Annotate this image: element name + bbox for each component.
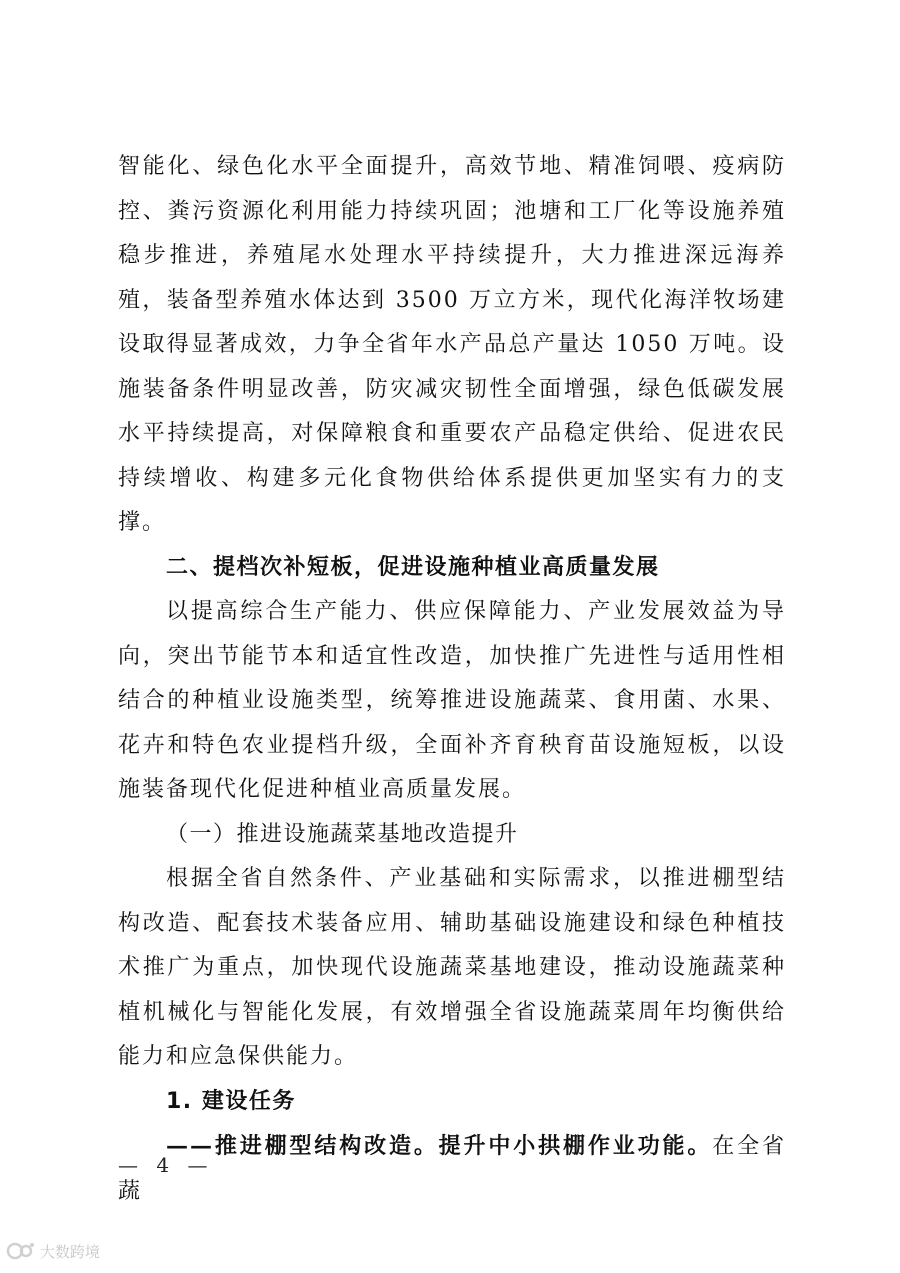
paragraph-task [118, 1124, 786, 1214]
subsection-heading-1: （一）推进设施蔬菜基地改造提升 [166, 821, 519, 847]
task-title-bold: ——推进棚型结构改造。提升中小拱棚作业功能。 [166, 1133, 713, 1159]
document-body [118, 145, 786, 1214]
page-number: — 4 — [118, 1153, 214, 1177]
paragraph-continuation: 智能化、绿色化水平全面提升，高效节地、精准饲喂、疫病防控、粪污资源化利用能力持续巩固；池塘和工厂化等设施养殖稳步推进，养殖尾水处理水平持续提升，大力推进深远海养殖，装备型养殖水体达到 3500 万立方米，现代化海洋牧场建设取得显著成效，力争全省年水产品总产量达 1050 万吨。设施装备条件明显改善，防灾减灾韧性全面增强，绿色低碳发展水平持续提高，对保障粮食和重要农产品稳定供给、促进农民持续增收、构建多元化食物供给体系提供更加坚实有力的支撑。 [118, 154, 786, 535]
paragraph-subsection-1: 根据全省自然条件、产业基础和实际需求，以推进棚型结构改造、配套技术装备应用、辅助基础设施建设和绿色种植技术推广为重点，加快现代设施蔬菜基地建设，推动设施蔬菜种植机械化与智能化发展，有效增强全省设施蔬菜周年均衡供给能力和应急保供能力。 [118, 866, 786, 1069]
task-text: 在全省蔬 [118, 1134, 786, 1204]
watermark-text: 大数跨境 [40, 1242, 101, 1261]
watermark [6, 1240, 100, 1262]
item-heading-1: 1. 建设任务 [166, 1088, 296, 1114]
paragraph-section-2-intro: 以提高综合生产能力、供应保障能力、产业发展效益为导向，突出节能节本和适宜性改造，加快推广先进性与适用性相结合的种植业设施类型，统筹推进设施蔬菜、食用菌、水果、花卉和特色农业提档升级，全面补齐育秧育苗设施短板，以设施装备现代化促进种植业高质量发展。 [118, 599, 786, 802]
watermark-logo-icon [6, 1240, 36, 1262]
section-heading-2: 二、提档次补短板，促进设施种植业高质量发展 [166, 554, 660, 580]
